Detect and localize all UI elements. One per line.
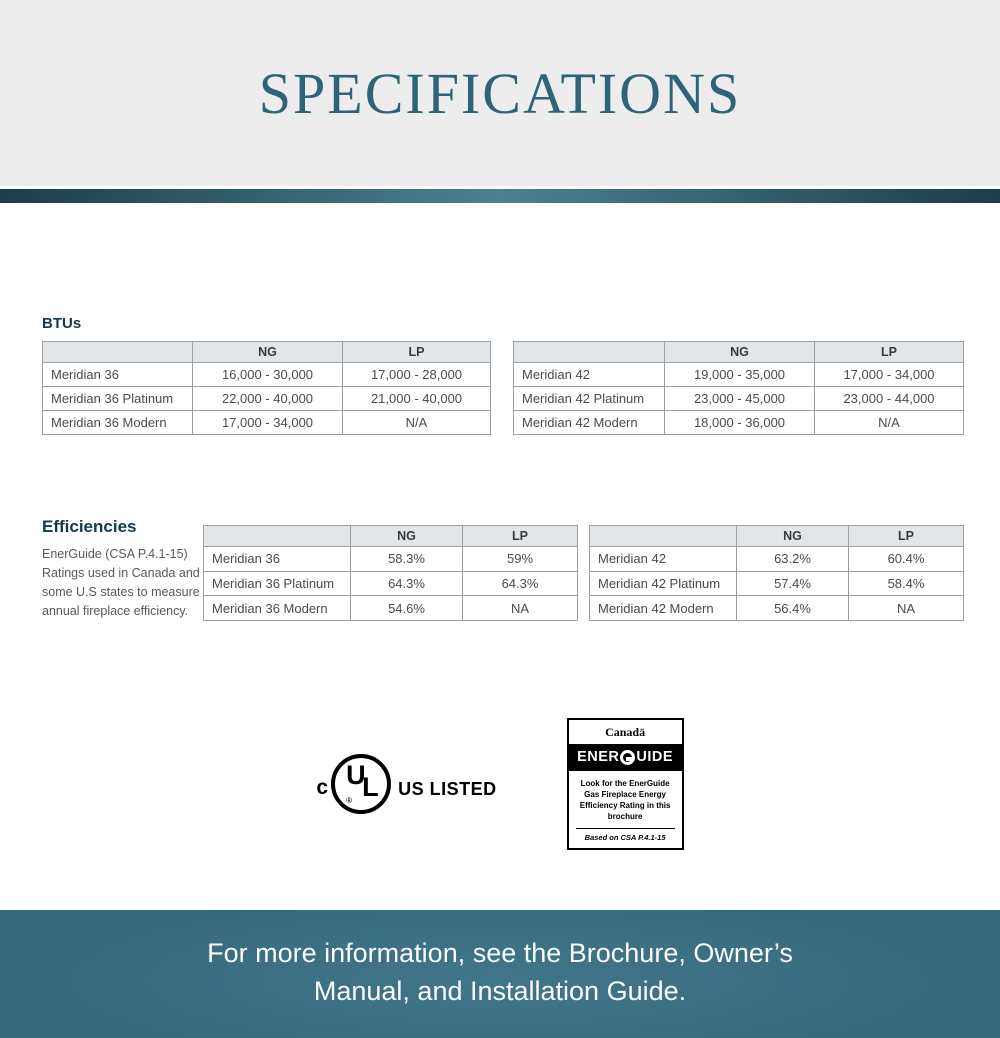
lp-value-cell: 23,000 - 44,000 (815, 387, 964, 411)
btus-section (0, 203, 1000, 435)
table-header-row (514, 342, 964, 363)
col-header-lp: LP (463, 526, 578, 547)
btu-table-meridian-42 (513, 341, 964, 435)
ng-value-cell: 18,000 - 36,000 (665, 411, 815, 435)
table-row (590, 571, 964, 596)
efficiencies-section (0, 517, 1000, 621)
ng-value-cell: 16,000 - 30,000 (193, 363, 343, 387)
energuide-line2: Gas Fireplace Energy (584, 790, 666, 799)
table-row (43, 387, 491, 411)
lp-value-cell: N/A (343, 411, 491, 435)
product-name-cell: Meridian 36 Modern (204, 596, 351, 621)
lp-value-cell: 64.3% (463, 571, 578, 596)
teal-divider-bar (0, 189, 1000, 203)
lp-value-cell: 21,000 - 40,000 (343, 387, 491, 411)
product-name-cell: Meridian 36 Platinum (43, 387, 193, 411)
corner-cell (590, 526, 737, 547)
col-header-lp: LP (815, 342, 964, 363)
ul-canada-c-label: c (316, 776, 329, 799)
canada-wordmark: Canadä (605, 725, 646, 739)
ul-us-listed-label: US LISTED (398, 779, 497, 799)
col-header-ng: NG (737, 526, 849, 547)
ng-value-cell: 58.3% (351, 547, 463, 572)
energuide-g-icon (620, 750, 635, 765)
ng-value-cell: 56.4% (737, 596, 849, 621)
col-header-lp: LP (343, 342, 491, 363)
energuide-line3: Efficiency Rating in this brochure (579, 801, 671, 821)
table-row (590, 547, 964, 572)
product-name-cell: Meridian 36 Modern (43, 411, 193, 435)
product-name-cell: Meridian 36 Platinum (204, 571, 351, 596)
table-row (204, 547, 578, 572)
efficiency-table-meridian-36 (203, 525, 578, 621)
table-header-row (590, 526, 964, 547)
lp-value-cell: 17,000 - 28,000 (343, 363, 491, 387)
ul-letter-u: U (346, 760, 366, 790)
table-row (514, 411, 964, 435)
energuide-line1-bold: EnerGuide (629, 779, 670, 788)
efficiencies-note: EnerGuide (CSA P.4.1-15) Ratings used in Canada and some U.S states to measure annual fireplace efficiency. (42, 547, 200, 618)
product-name-cell: Meridian 42 Modern (514, 411, 665, 435)
product-name-cell: Meridian 42 (514, 363, 665, 387)
table-row (514, 363, 964, 387)
table-row (43, 363, 491, 387)
ng-value-cell: 17,000 - 34,000 (193, 411, 343, 435)
product-name-cell: Meridian 42 Platinum (514, 387, 665, 411)
corner-cell (43, 342, 193, 363)
registered-trademark-icon: ® (346, 796, 352, 805)
ng-value-cell: 57.4% (737, 571, 849, 596)
lp-value-cell: NA (849, 596, 964, 621)
product-name-cell: Meridian 36 (43, 363, 193, 387)
corner-cell (204, 526, 351, 547)
efficiencies-heading: Efficiencies (42, 517, 137, 536)
col-header-ng: NG (665, 342, 815, 363)
footer-text-line2: Manual, and Installation Guide. (313, 976, 687, 1006)
table-row (590, 596, 964, 621)
table-row (514, 387, 964, 411)
page-footer (0, 910, 1000, 1038)
ng-value-cell: 64.3% (351, 571, 463, 596)
product-name-cell: Meridian 42 (590, 547, 737, 572)
ng-value-cell: 23,000 - 45,000 (665, 387, 815, 411)
col-header-ng: NG (193, 342, 343, 363)
page-header (0, 0, 1000, 186)
btu-table-meridian-36 (42, 341, 491, 435)
table-row (43, 411, 491, 435)
energuide-bar-right-text: UIDE (636, 749, 674, 765)
energuide-line1-prefix: Look for the (580, 779, 630, 788)
energuide-description (569, 771, 682, 822)
ul-letter-l: L (362, 772, 379, 802)
table-header-row (204, 526, 578, 547)
table-row (204, 571, 578, 596)
product-name-cell: Meridian 42 Modern (590, 596, 737, 621)
ng-value-cell: 63.2% (737, 547, 849, 572)
table-header-row (43, 342, 491, 363)
footer-text-line1: For more information, see the Brochure, Owner’s (207, 938, 793, 968)
btus-heading: BTUs (42, 315, 82, 332)
col-header-lp: LP (849, 526, 964, 547)
product-name-cell: Meridian 36 (204, 547, 351, 572)
lp-value-cell: 60.4% (849, 547, 964, 572)
energuide-badge (567, 718, 684, 850)
ng-value-cell: 22,000 - 40,000 (193, 387, 343, 411)
col-header-ng: NG (351, 526, 463, 547)
page-title: SPECIFICATIONS (258, 60, 742, 126)
lp-value-cell: NA (463, 596, 578, 621)
ng-value-cell: 54.6% (351, 596, 463, 621)
btus-tables-row (42, 341, 1000, 435)
product-name-cell: Meridian 42 Platinum (590, 571, 737, 596)
efficiencies-tables-row (203, 525, 964, 621)
ng-value-cell: 19,000 - 35,000 (665, 363, 815, 387)
energuide-logo-bar (569, 744, 682, 771)
energuide-footnote: Based on CSA P.4.1-15 (576, 828, 675, 848)
lp-value-cell: 59% (463, 547, 578, 572)
cul-us-listed-mark (316, 754, 496, 814)
certifications-row (0, 718, 1000, 850)
lp-value-cell: N/A (815, 411, 964, 435)
corner-cell (514, 342, 665, 363)
efficiency-table-meridian-42 (589, 525, 964, 621)
energuide-bar-left-text: ENER (577, 749, 620, 765)
efficiencies-intro (42, 517, 200, 621)
ul-circle-icon (331, 754, 391, 814)
table-row (204, 596, 578, 621)
lp-value-cell: 58.4% (849, 571, 964, 596)
lp-value-cell: 17,000 - 34,000 (815, 363, 964, 387)
